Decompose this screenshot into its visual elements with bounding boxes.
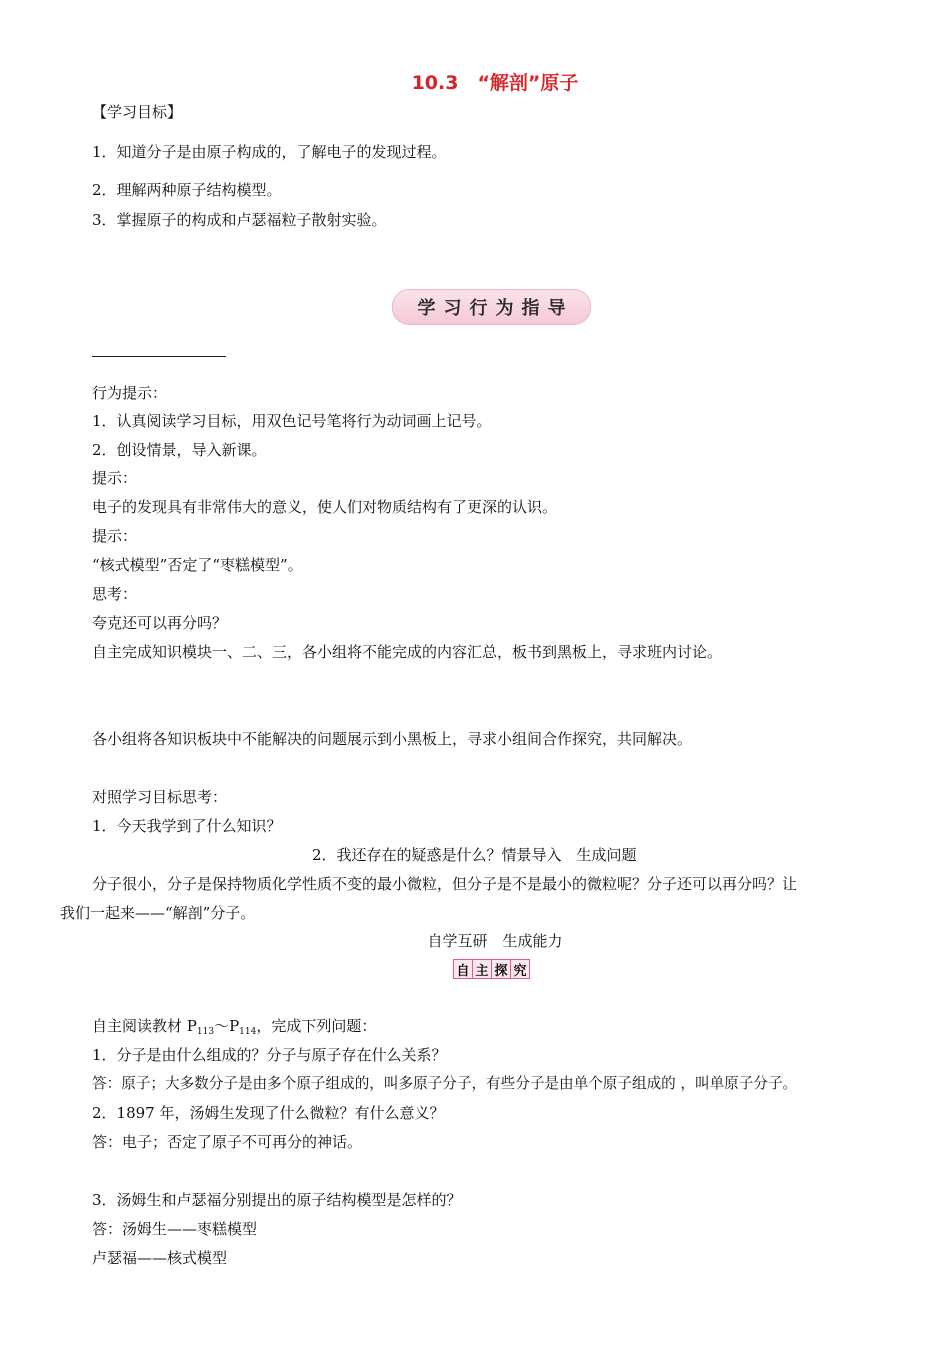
badge-char: 究	[511, 960, 529, 978]
reading-suffix: ，完成下列问题：	[256, 1017, 377, 1035]
reading-instruction	[92, 1016, 376, 1039]
question-1: 1．分子是由什么组成的？分子与原子存在什么关系？	[92, 1046, 447, 1064]
tip2-text: “核式模型”否定了“枣糕模型”。	[92, 556, 303, 574]
objective-item-3: 3．掌握原子的构成和卢瑟福粒子散射实验。	[92, 211, 387, 229]
behavior-item-1: 1．认真阅读学习目标，用双色记号笔将行为动词画上记号。	[92, 412, 492, 430]
behavior-item-2: 2．创设情景，导入新课。	[92, 441, 267, 459]
objectives-heading: 【学习目标】	[92, 103, 183, 121]
guidance-banner	[392, 289, 591, 325]
reading-prefix: 自主阅读教材 P	[92, 1017, 197, 1035]
objective-item-1: 1．知道分子是由原子构成的，了解电子的发现过程。	[92, 143, 447, 161]
answer-3-line-2: 卢瑟福——核式模型	[92, 1249, 228, 1267]
question-2: 2．1897 年，汤姆生发现了什么微粒？有什么意义？	[92, 1104, 445, 1122]
answer-1: 答：原子；大多数分子是由多个原子组成的，叫多原子分子，有些分子是由单个原子组成的 ，叫单原子分子。	[92, 1075, 798, 1092]
behavior-heading: 行为提示：	[92, 384, 168, 402]
reflect-question-1: 1．今天我学到了什么知识？	[92, 817, 282, 835]
answer-2: 答：电子；否定了原子不可再分的神话。	[92, 1133, 363, 1151]
objective-item-2: 2．理解两种原子结构模型。	[92, 181, 282, 199]
reflect-heading: 对照学习目标思考：	[92, 788, 228, 806]
tip1-label: 提示：	[92, 469, 138, 487]
badge-char: 主	[473, 960, 492, 978]
reading-middle: ～P	[214, 1017, 240, 1035]
think-text: 夸克还可以再分吗？	[92, 614, 228, 632]
intro-line-1: 分子很小，分子是保持物质化学性质不变的最小微粒，但分子是不是最小的微粒呢？分子还可以再分吗？让	[92, 875, 798, 893]
answer-3-line-1: 答：汤姆生——枣糕模型	[92, 1220, 258, 1238]
tip1-text: 电子的发现具有非常伟大的意义，使人们对物质结构有了更深的认识。	[92, 498, 558, 516]
guidance-banner-text: 学习行为指导	[417, 298, 574, 319]
badge-char: 自	[454, 960, 473, 978]
group-display-text: 各小组将各知识板块中不能解决的问题展示到小黑板上，寻求小组间合作探究，共同解决。	[92, 730, 693, 748]
badge-char: 探	[492, 960, 511, 978]
self-complete-text: 自主完成知识模块一、二、三，各小组将不能完成的内容汇总，板书到黑板上，寻求班内讨论。	[92, 643, 723, 661]
think-label: 思考：	[92, 585, 138, 603]
reflect-question-2: 2．我还存在的疑惑是什么？情景导入 生成问题	[312, 846, 637, 864]
self-study-badge	[453, 959, 530, 979]
question-3: 3．汤姆生和卢瑟福分别提出的原子结构模型是怎样的？	[92, 1191, 462, 1209]
page-start-subscript: 113	[196, 1027, 215, 1037]
section-heading: 自学互研 生成能力	[427, 932, 563, 950]
section-divider	[92, 356, 226, 357]
tip2-label: 提示：	[92, 527, 138, 545]
page-title: 10.3 “解剖”原子	[411, 72, 579, 94]
page-end-subscript: 114	[239, 1027, 257, 1037]
intro-line-2: 我们一起来——“解剖”分子。	[60, 904, 256, 922]
